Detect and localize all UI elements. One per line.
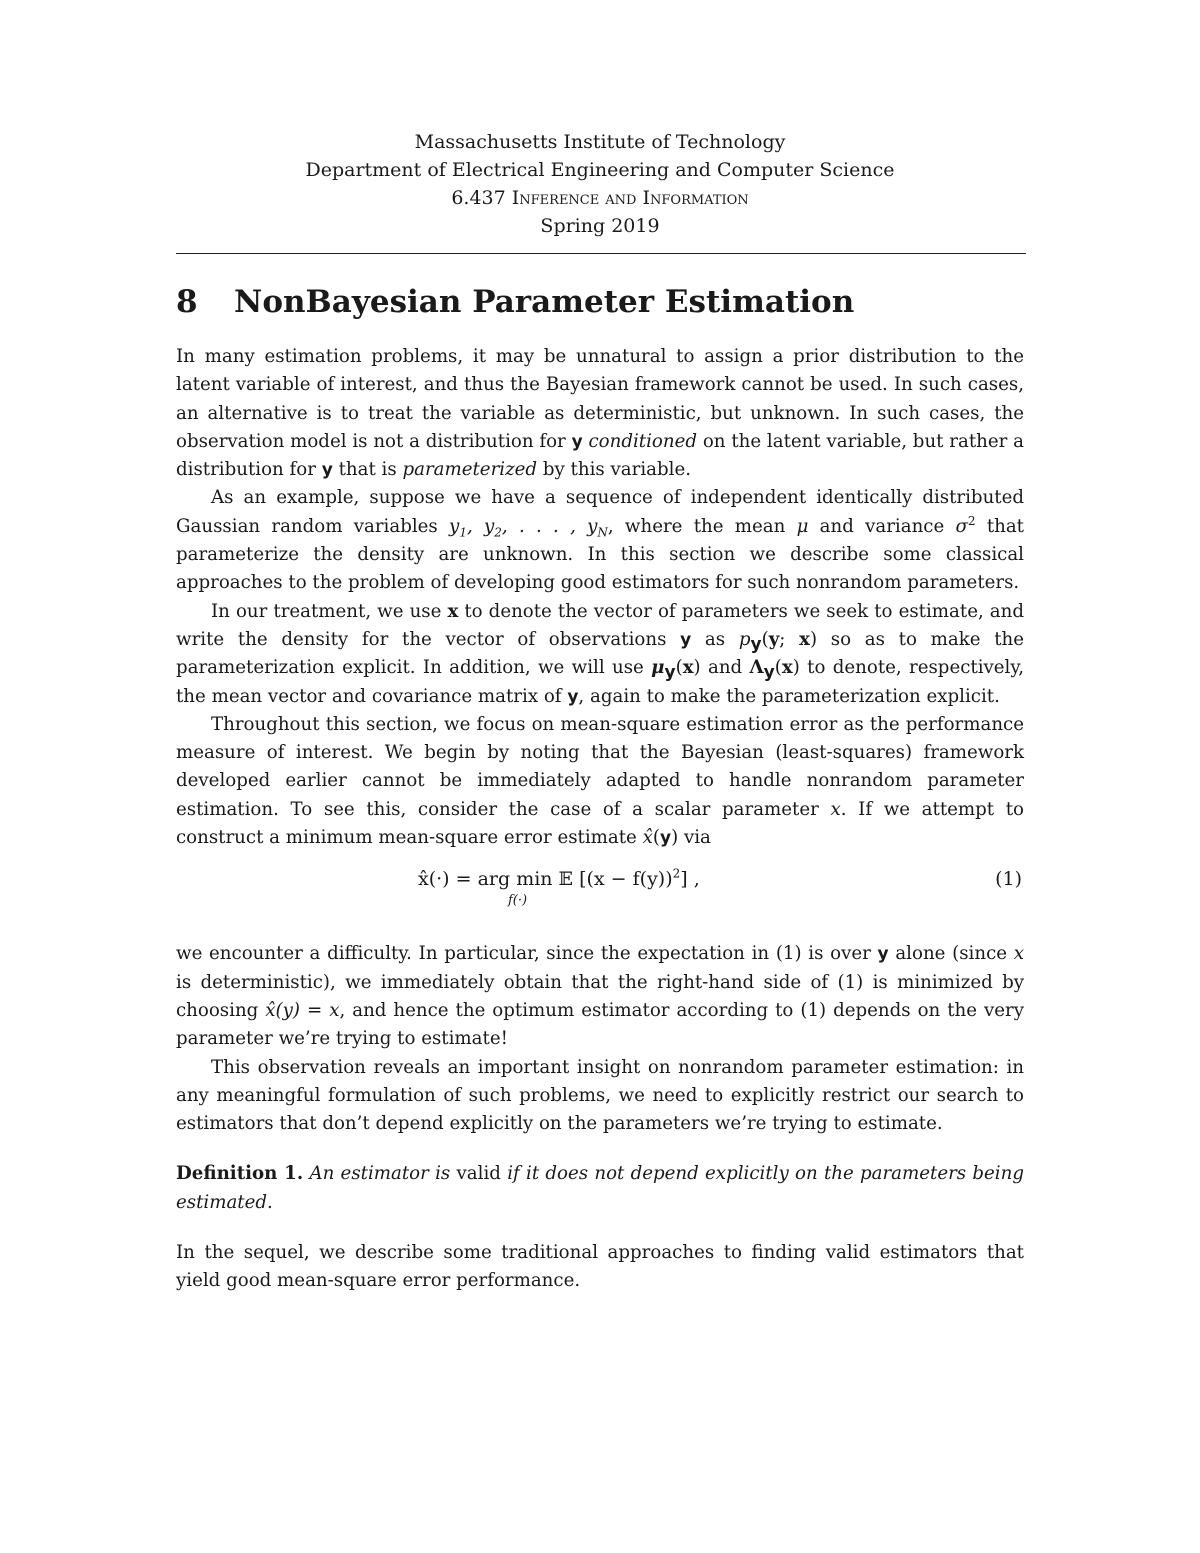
section-heading — [176, 280, 854, 324]
equation-number: (1) — [995, 868, 1022, 891]
body-text — [176, 343, 1024, 1296]
department-line: Department of Electrical Engineering and Computer Science — [305, 159, 895, 181]
course-line — [176, 184, 1024, 212]
paragraph-4: Throughout this section, we focus on mean-square estimation error as the performance measure of interest. We begin by noting that the Bayesian (least-squares) framework developed earlier cannot be immediately adapted to handle nonrandom parameter estimation. To see this, consider the case of a scalar parameter x. If we attempt to construct a minimum mean-square error estimate x̂(y) via — [176, 713, 1024, 849]
definition-1: Definition 1. An estimator is valid if it does not depend explicitly on the parameters being estimated. — [176, 1163, 1024, 1213]
paragraph-2: As an example, suppose we have a sequence of independent identically distributed Gaussian random variables $y_1$, $y_2$, . . . , $y_N$, where the mean μ and variance $\sigma^2$ that parameterize the density are unknown. In this section we describe some classical approaches to the problem of developing good estimators for such nonrandom parameters. — [176, 487, 1024, 594]
term-line: Spring 2019 — [540, 215, 660, 237]
equation-1 — [176, 864, 1024, 934]
paragraph-5: we encounter a difficulty. In particular, since the expectation in (1) is over y alone (since x is deterministic), we immediately obtain that the right-hand side of (1) is minimized by choosing x̂(y) = x, and hence the optimum estimator according to (1) depends on the very parameter we’re trying to estimate! — [176, 943, 1025, 1050]
paragraph-1: In many estimation problems, it may be unnatural to assign a prior distribution to the latent variable of interest, and thus the Bayesian framework cannot be used. In such cases, an alternative is to treat the variable as deterministic, but unknown. In such cases, the observation model is not a distribution for y conditioned on the latent variable, but rather a distribution for y that is parameterized by this variable. — [176, 346, 1024, 481]
equation-body: x̂(·) = arg min 𝔼 $[(x - f(y))^2]$ , f(·) — [418, 864, 700, 894]
paragraph-3: In our treatment, we use x to denote the vector of parameters we seek to estimate, and write the density for the vector of observations y as $p_y(y$; x) so as to make the parameterization explicit. In addition, we will use $\mu_y(x)$ and $\Lambda_y(x)$ to denote, respectively, the mean vector and covariance matrix of y, again to make the parameterization explicit. — [176, 600, 1025, 707]
course-number: 6.437 — [451, 187, 506, 209]
paragraph-6: This observation reveals an important insight on nonrandom parameter estimation: in any meaningful formulation of such problems, we need to explicitly restrict our search to estimators that don’t depend explicitly on the parameters we’re trying to estimate. — [176, 1056, 1024, 1135]
section-title: NonBayesian Parameter Estimation — [234, 284, 855, 320]
section-number: 8 — [176, 284, 198, 320]
header-rule — [176, 253, 1026, 254]
argmin-subscript: f(·) — [508, 893, 528, 909]
course-name: Inference and Information — [511, 187, 749, 209]
institution-line: Massachusetts Institute of Technology — [414, 131, 786, 153]
paragraph-7: In the sequel, we describe some traditional approaches to finding valid estimators that yield good mean-square error performance. — [176, 1242, 1024, 1292]
course-header — [176, 128, 1024, 240]
definition-label: Definition 1. — [176, 1163, 304, 1185]
